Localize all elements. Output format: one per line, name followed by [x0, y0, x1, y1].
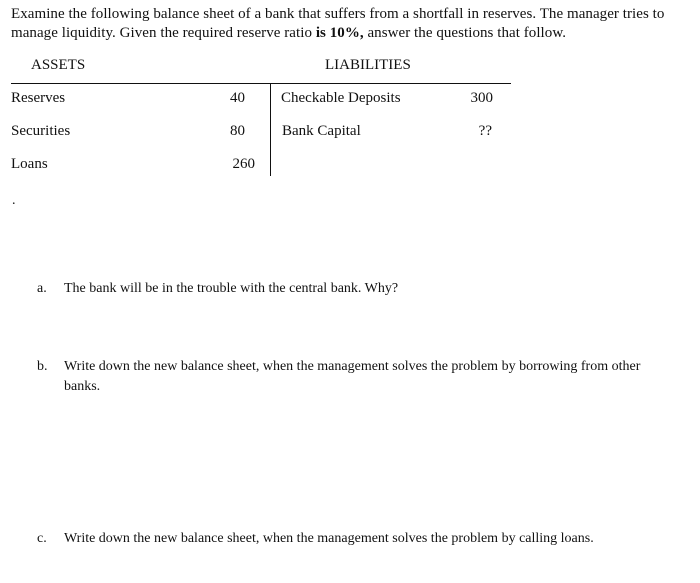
- intro-text-part1: Examine the following balance sheet of a bank that suffers from a shortfall in reserves. The manager tries to manage liquidity. Given the required reserve ratio: [11, 6, 665, 41]
- stray-dot: .: [12, 193, 16, 208]
- asset-label-loans: Loans: [11, 156, 48, 172]
- intro-text-part2: answer the questions that follow.: [363, 25, 567, 41]
- question-a-text: The bank will be in the trouble with the central bank. Why?: [64, 281, 399, 296]
- question-a: [37, 279, 677, 301]
- asset-label-reserves: Reserves: [11, 90, 66, 106]
- liability-label-checkable-deposits: Checkable Deposits: [281, 90, 401, 106]
- question-b-text: Write down the new balance sheet, when the management solves the problem by borrowing from other banks.: [64, 359, 641, 394]
- t-account-horizontal-rule: [11, 83, 511, 84]
- asset-value-loans: 260: [232, 156, 255, 172]
- question-b: [37, 357, 677, 399]
- asset-label-securities: Securities: [11, 123, 71, 139]
- question-c-marker: c.: [37, 531, 47, 546]
- liability-value-bank-capital: ??: [478, 123, 492, 139]
- question-a-marker: a.: [37, 281, 47, 296]
- asset-value-securities: 80: [230, 123, 245, 139]
- asset-value-reserves: 40: [230, 90, 245, 106]
- t-account-vertical-rule: [270, 84, 271, 176]
- assets-header: ASSETS: [31, 57, 86, 73]
- intro-text-bold: is 10%,: [315, 25, 364, 41]
- intro-paragraph: [11, 5, 695, 43]
- question-c-text: Write down the new balance sheet, when the management solves the problem by calling loans.: [64, 531, 594, 546]
- liability-label-bank-capital: Bank Capital: [282, 123, 361, 139]
- liability-value-checkable-deposits: 300: [470, 90, 493, 106]
- liabilities-header: LIABILITIES: [325, 57, 411, 73]
- question-b-marker: b.: [37, 359, 48, 374]
- question-c: [37, 529, 677, 551]
